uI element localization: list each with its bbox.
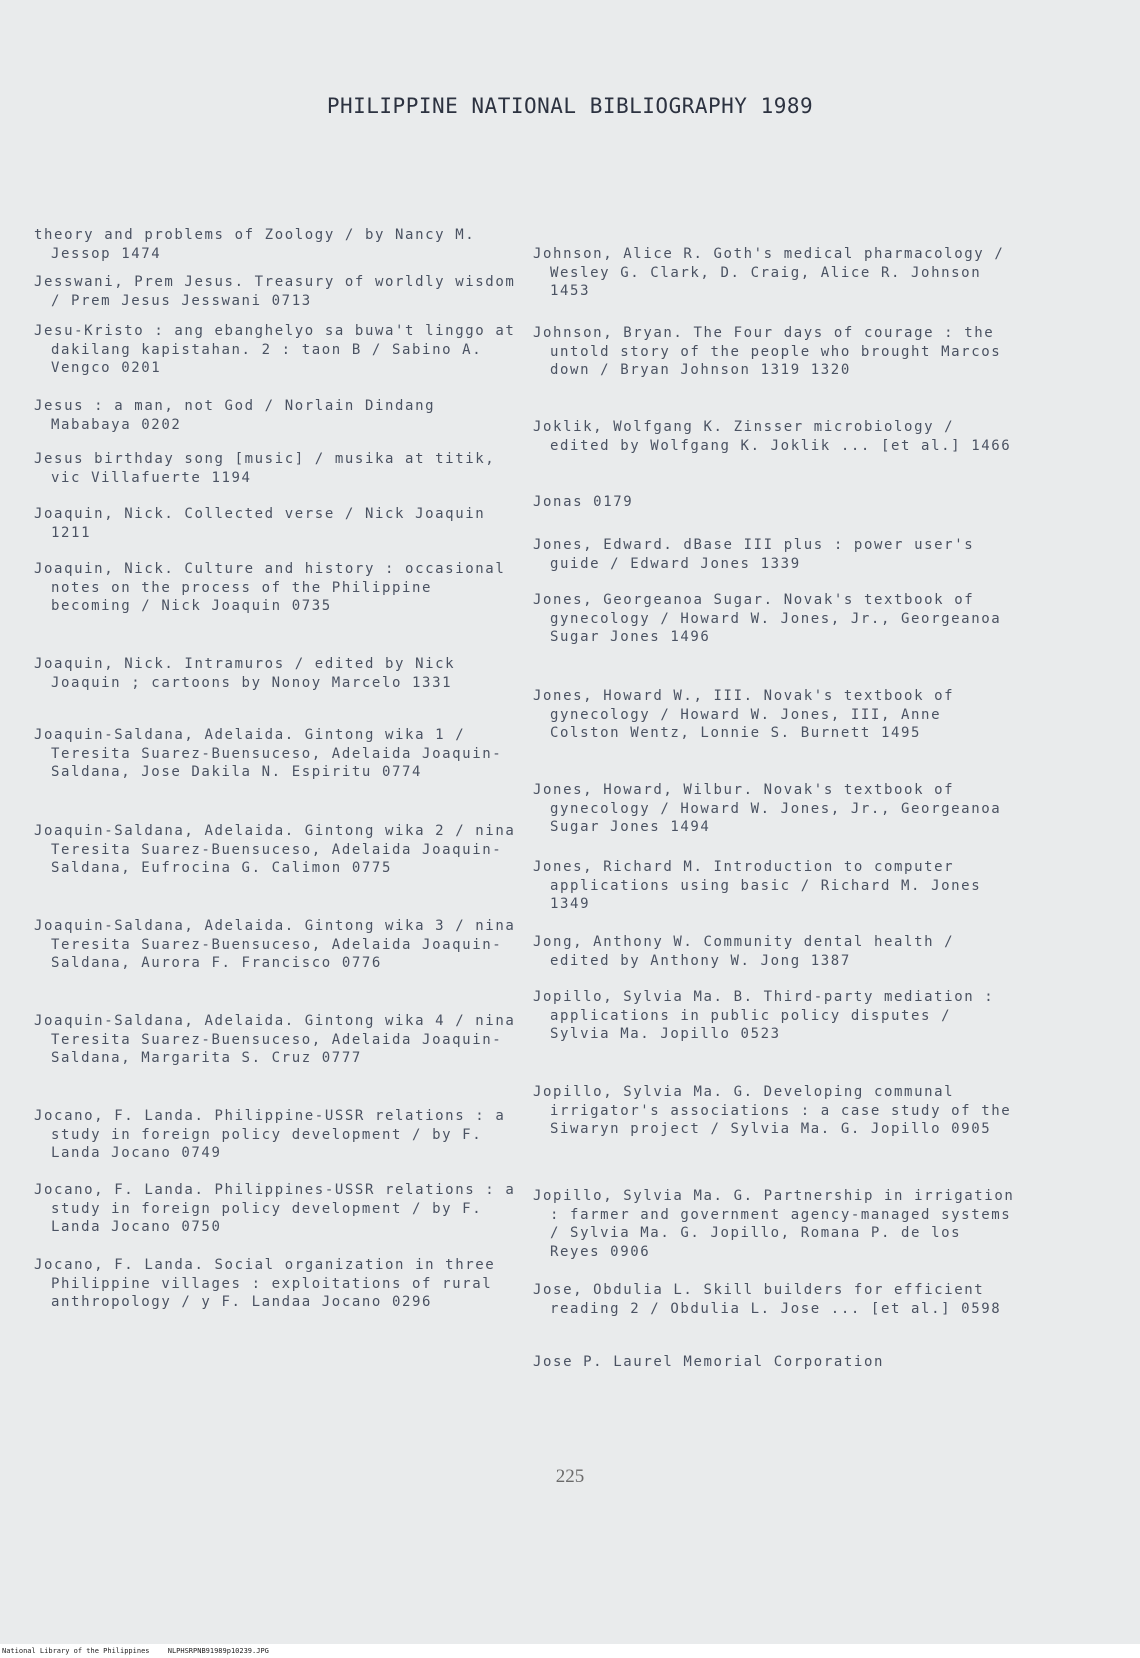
footer-library-label: National Library of the Philippines	[2, 1647, 150, 1655]
page-title: PHILIPPINE NATIONAL BIBLIOGRAPHY 1989	[326, 94, 814, 118]
bibliography-entry: Jose, Obdulia L. Skill builders for efficient reading 2 / Obdulia L. Jose ... [et al.] 0598	[533, 1282, 1002, 1317]
bibliography-entry: Joaquin-Saldana, Adelaida. Gintong wika 4 / nina Teresita Suarez-Buensuceso, Adelaida Joaquin-Saldana, Margarita S. Cruz 0777	[34, 1013, 516, 1066]
bibliography-entry: Jocano, F. Landa. Philippine-USSR relations : a study in foreign policy development / by F. Landa Jocano 0749	[34, 1108, 506, 1161]
bibliography-entry: Jopillo, Sylvia Ma. B. Third-party mediation : applications in public policy disputes / Sylvia Ma. Jopillo 0523	[533, 989, 995, 1042]
bibliography-entry: Joaquin, Nick. Culture and history : occasional notes on the process of the Philippine becoming / Nick Joaquin 0735	[34, 561, 506, 614]
bibliography-entry: Johnson, Bryan. The Four days of courage : the untold story of the people who brought Marcos down / Bryan Johnson 1319 1320	[533, 325, 1002, 378]
bibliography-entry: Jesus : a man, not God / Norlain Dindang Mababaya 0202	[34, 398, 436, 433]
bibliography-entry: Joaquin-Saldana, Adelaida. Gintong wika 3 / nina Teresita Suarez-Buensuceso, Adelaida Joaquin-Saldana, Aurora F. Francisco 0776	[34, 918, 516, 971]
bibliography-entry: theory and problems of Zoology / by Nancy M. Jessop 1474	[34, 227, 476, 262]
bibliography-entry: Jones, Georgeanoa Sugar. Novak's textbook of gynecology / Howard W. Jones, Jr., Georgeanoa Sugar Jones 1496	[533, 592, 1002, 645]
bibliography-entry: Jopillo, Sylvia Ma. G. Partnership in irrigation : farmer and government agency-managed systems / Sylvia Ma. G. Jopillo, Romana P. de los Reyes 0906	[533, 1188, 1015, 1260]
bibliography-entry: Jesu-Kristo : ang ebanghelyo sa buwa't linggo at dakilang kapistahan. 2 : taon B / Sabino A. Vengco 0201	[34, 323, 516, 376]
bibliography-entry: Jonas 0179	[533, 494, 634, 510]
bibliography-entry: Johnson, Alice R. Goth's medical pharmacology / Wesley G. Clark, D. Craig, Alice R. Johnson 1453	[533, 246, 1005, 299]
bibliography-entry: Joaquin, Nick. Collected verse / Nick Joaquin 1211	[34, 506, 486, 541]
bibliography-entry: Jong, Anthony W. Community dental health / edited by Anthony W. Jong 1387	[533, 934, 955, 969]
bibliography-entry: Jones, Howard W., III. Novak's textbook of gynecology / Howard W. Jones, III, Anne Colston Wentz, Lonnie S. Burnett 1495	[533, 688, 955, 741]
bibliography-entry: Jesus birthday song [music] / musika at titik, vic Villafuerte 1194	[34, 451, 496, 486]
bibliography-entry: Joaquin-Saldana, Adelaida. Gintong wika 1 / Teresita Suarez-Buensuceso, Adelaida Joaquin-Saldana, Jose Dakila N. Espiritu 0774	[34, 727, 503, 780]
bibliography-entry: Joaquin, Nick. Intramuros / edited by Nick Joaquin ; cartoons by Nonoy Marcelo 1331	[34, 656, 456, 691]
footer-file-label: NLPHSRPNB91989p10239.JPG	[167, 1647, 269, 1655]
bibliography-entry: Jocano, F. Landa. Social organization in three Philippine villages : exploitations of rural anthropology / y F. Landaa Jocano 0296	[34, 1257, 496, 1310]
bibliography-entry: Jopillo, Sylvia Ma. G. Developing communal irrigator's associations : a case study of the Siwaryn project / Sylvia Ma. G. Jopillo 0905	[533, 1084, 1012, 1137]
bibliography-entry: Joklik, Wolfgang K. Zinsser microbiology / edited by Wolfgang K. Joklik ... [et al.] 1466	[533, 419, 1012, 454]
scan-footer	[0, 1644, 1140, 1658]
bibliography-entry: Jesswani, Prem Jesus. Treasury of worldly wisdom / Prem Jesus Jesswani 0713	[34, 274, 516, 309]
page-number: 225	[555, 1466, 585, 1487]
bibliography-entry: Jocano, F. Landa. Philippines-USSR relations : a study in foreign policy development / by F. Landa Jocano 0750	[34, 1182, 516, 1235]
bibliography-entry: Joaquin-Saldana, Adelaida. Gintong wika 2 / nina Teresita Suarez-Buensuceso, Adelaida Joaquin-Saldana, Eufrocina G. Calimon 0775	[34, 823, 516, 876]
bibliography-entry: Jones, Richard M. Introduction to computer applications using basic / Richard M. Jones 1349	[533, 859, 982, 912]
bibliography-entry: Jose P. Laurel Memorial Corporation	[533, 1354, 885, 1370]
bibliography-entry: Jones, Howard, Wilbur. Novak's textbook of gynecology / Howard W. Jones, Jr., Georgeanoa Sugar Jones 1494	[533, 782, 1002, 835]
bibliography-entry: Jones, Edward. dBase III plus : power user's guide / Edward Jones 1339	[533, 537, 975, 572]
